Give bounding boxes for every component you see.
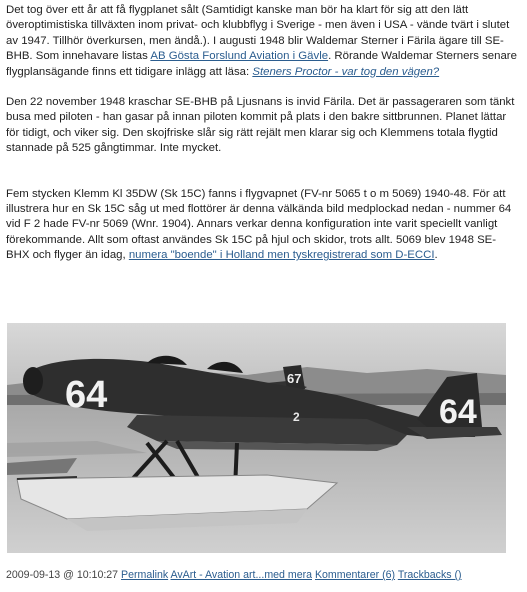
category-link[interactable]: AvArt - Avation art...med mera bbox=[170, 569, 313, 581]
trackbacks-link[interactable]: Trackbacks () bbox=[397, 569, 462, 581]
comments-link[interactable]: Kommentarer (6) bbox=[314, 569, 396, 581]
paragraph-text: . Rörande Waldemar Sterners senare flygplansägande finns ett tidigare inlägg att läsa: bbox=[6, 50, 517, 78]
link-d-ecci-holland[interactable]: numera "boende" i Holland men tyskregistrerad som D-ECCI bbox=[128, 249, 435, 262]
link-gosta-forslund-aviation[interactable]: AB Gösta Forslund Aviation i Gävle bbox=[150, 50, 329, 63]
post-timestamp: 2009-09-13 @ 10:10:27 bbox=[6, 569, 119, 581]
nose-number: 64 bbox=[65, 374, 108, 416]
seaplane-photo bbox=[7, 323, 506, 553]
paragraph-sale-history bbox=[6, 3, 518, 80]
wing-mark: 2 bbox=[293, 410, 300, 424]
paragraph-text: Det tog över ett år att få flygplanet sålt (Samtidigt kanske man bör ha klart för sig att den lätt överoptimistiska tillväxten inom privat- och klubbflyg i Sverige - men även i USA - vände tvärt i slutet av 1947. Tillhör överkursen, men ändå.). I augusti 1948 blir Waldemar Sterner i Färila ägare till SE-BHB. Som innehavare listas bbox=[6, 4, 510, 63]
paragraph-text: Fem stycken Klemm Kl 35DW (Sk 15C) fanns i flygvapnet (FV-nr 5065 t o m 5069) 1940-48. För att illustrera hur en Sk 15C såg ut med flottörer är denna välkända bild medplockad nedan - nummer 64 vid F 2 hade FV-nr 5069 (Wnr. 1904). Annars verkar denna konfiguration inte varit speciellt vanligt förekommande. Allt som oftast användes Sk 15C på hjul och skidor, trots allt. 5069 blev 1948 SE-BHX och flyger än idag, bbox=[6, 187, 512, 262]
post-footer bbox=[6, 568, 521, 583]
tail-number: 64 bbox=[439, 393, 477, 431]
link-steners-proctor-post[interactable]: Steners Proctor - var tog den vägen? bbox=[252, 65, 440, 78]
paragraph-crash: Den 22 november 1948 kraschar SE-BHB på Ljusnans is invid Färila. Det är passageraren som tänkt busa med piloten - han gasar på innan piloten kommit på plats i den bakre sittbrunnen. Planet lättar för tidigt, och viker sig. Den skojfriske slår sig rätt rejält men klarar sig och Klemmens totala flygtid stannade på 525 gångtimmar. Inte mycket. bbox=[6, 96, 515, 155]
background-plane-number: 67 bbox=[287, 371, 302, 386]
paragraph-text: . bbox=[434, 249, 438, 262]
blog-post-body bbox=[6, 3, 518, 264]
permalink-link[interactable]: Permalink bbox=[121, 569, 169, 581]
paragraph-klemm-history bbox=[6, 187, 518, 264]
